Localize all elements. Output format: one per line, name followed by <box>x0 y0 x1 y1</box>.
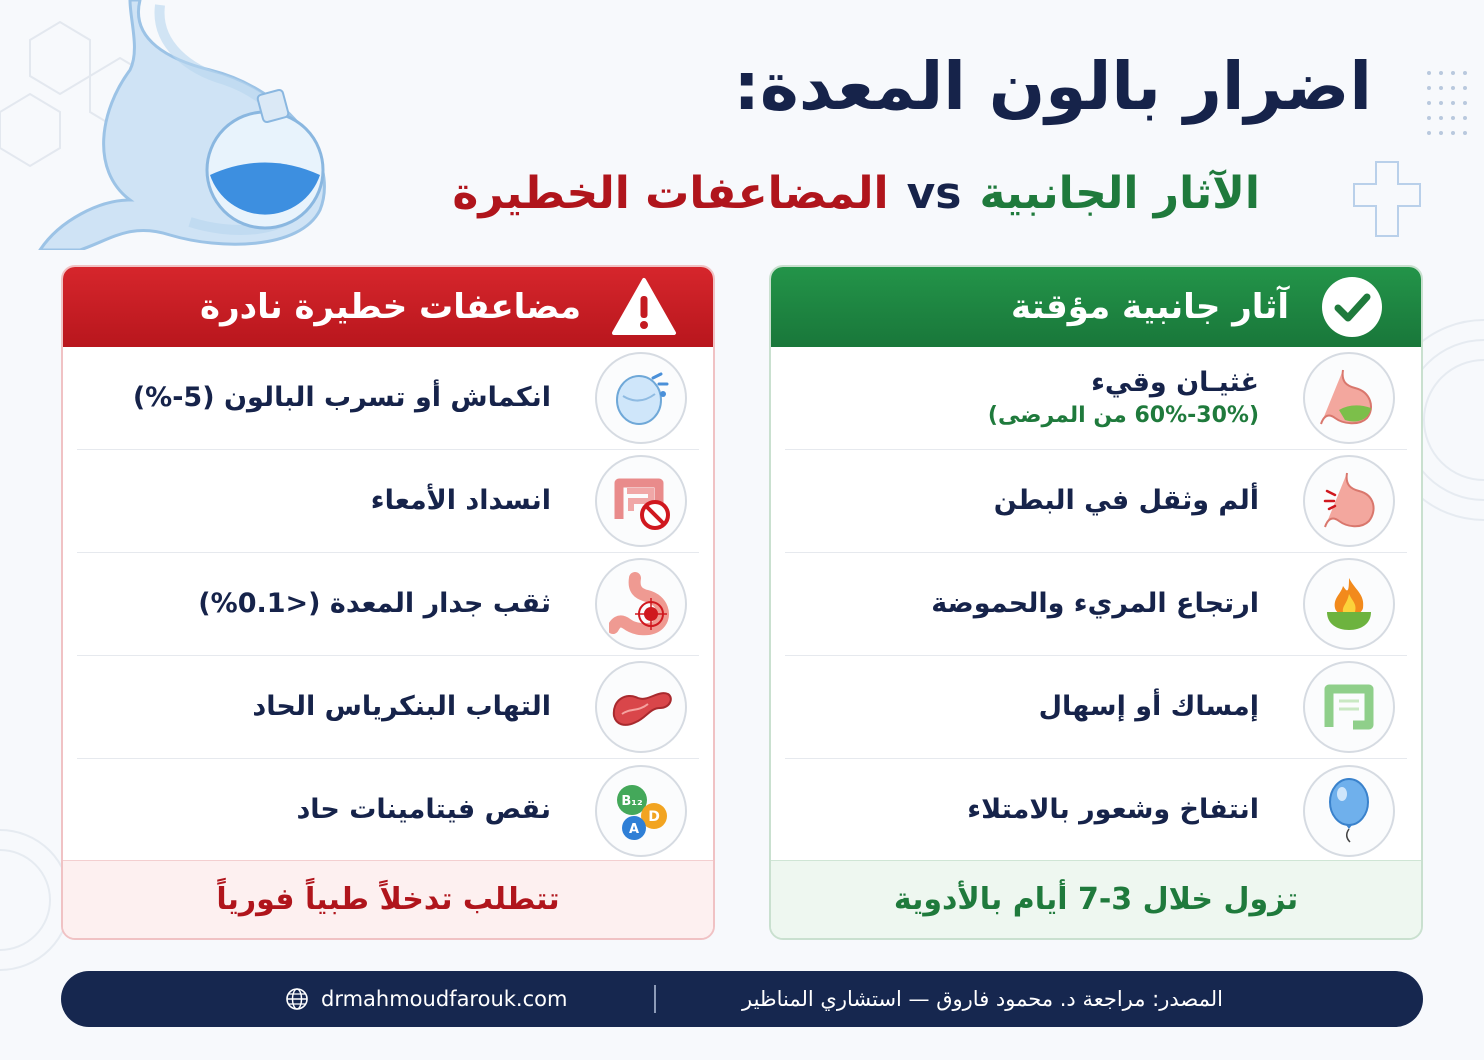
side-effect-label: إمساك أو إسهال <box>1038 690 1259 722</box>
subtitle-side-effects: الآثار الجانبية <box>979 168 1260 219</box>
side-effect-title: غثيـان وقيء <box>1091 366 1259 398</box>
list-item <box>77 553 699 656</box>
complication-label: انكماش أو تسرب البالون (5-%) <box>132 381 551 413</box>
stomach-pain-icon <box>1303 455 1395 547</box>
nausea-stomach-icon <box>1303 352 1395 444</box>
medical-cross-icon <box>1352 160 1422 238</box>
warning-triangle-icon <box>611 274 677 340</box>
stomach-perforation-icon <box>595 558 687 650</box>
list-item <box>785 553 1407 656</box>
check-circle-icon <box>1319 274 1385 340</box>
svg-text:B₁₂: B₁₂ <box>621 793 643 809</box>
list-item <box>785 450 1407 553</box>
list-item <box>77 759 699 862</box>
dots-decoration <box>1424 68 1470 138</box>
list-item <box>77 347 699 450</box>
side-effects-footer: تزول خلال 3-7 أيام بالأدوية <box>771 860 1421 938</box>
complication-label: انسداد الأمعاء <box>370 484 551 516</box>
complication-label: ثقب جدار المعدة (<0.1%) <box>198 587 551 619</box>
side-effects-heading: آثار جانبية مؤقتة <box>1011 287 1289 327</box>
side-effects-header <box>771 267 1421 347</box>
bowel-obstruction-icon <box>595 455 687 547</box>
footer-divider <box>654 985 656 1013</box>
website-link[interactable] <box>285 987 567 1011</box>
list-item <box>785 347 1407 450</box>
svg-text:D: D <box>648 808 660 825</box>
side-effect-label <box>988 365 1259 431</box>
stomach-balloon-illustration <box>20 0 350 250</box>
side-effect-label: ألم وثقل في البطن <box>993 484 1259 516</box>
deflated-balloon-icon <box>595 352 687 444</box>
list-item <box>785 759 1407 862</box>
page-subtitle <box>452 168 1260 219</box>
source-text: المصدر: مراجعة د. محمود فاروق — استشاري المناظير <box>741 987 1223 1011</box>
side-effects-panel <box>769 265 1423 940</box>
subtitle-vs: vs <box>906 168 962 219</box>
svg-text:A: A <box>628 821 640 837</box>
source-footer <box>61 971 1423 1027</box>
subtitle-complications: المضاعفات الخطيرة <box>452 168 889 219</box>
complications-heading: مضاعفات خطيرة نادرة <box>200 287 581 327</box>
side-effect-label: انتفاخ وشعور بالامتلاء <box>967 794 1259 826</box>
intestine-icon <box>1303 661 1395 753</box>
complications-header <box>63 267 713 347</box>
pancreas-icon <box>595 661 687 753</box>
complication-label: التهاب البنكرياس الحاد <box>252 690 551 722</box>
list-item <box>77 450 699 553</box>
globe-icon <box>285 987 309 1011</box>
side-effect-label: ارتجاع المريء والحموضة <box>931 587 1259 619</box>
list-item <box>77 656 699 759</box>
page-title: اضرار بالون المعدة: <box>733 48 1372 125</box>
list-item <box>785 656 1407 759</box>
complication-label: نقص فيتامينات حاد <box>296 794 551 826</box>
heartburn-fire-icon <box>1303 558 1395 650</box>
side-effect-subtext: (30%-60% من المرضى) <box>987 403 1259 429</box>
website-text: drmahmoudfarouk.com <box>321 987 568 1011</box>
vitamins-icon <box>595 765 687 857</box>
complications-panel <box>61 265 715 940</box>
balloon-icon <box>1303 765 1395 857</box>
complications-footer: تتطلب تدخلاً طبياً فورياً <box>63 860 713 938</box>
